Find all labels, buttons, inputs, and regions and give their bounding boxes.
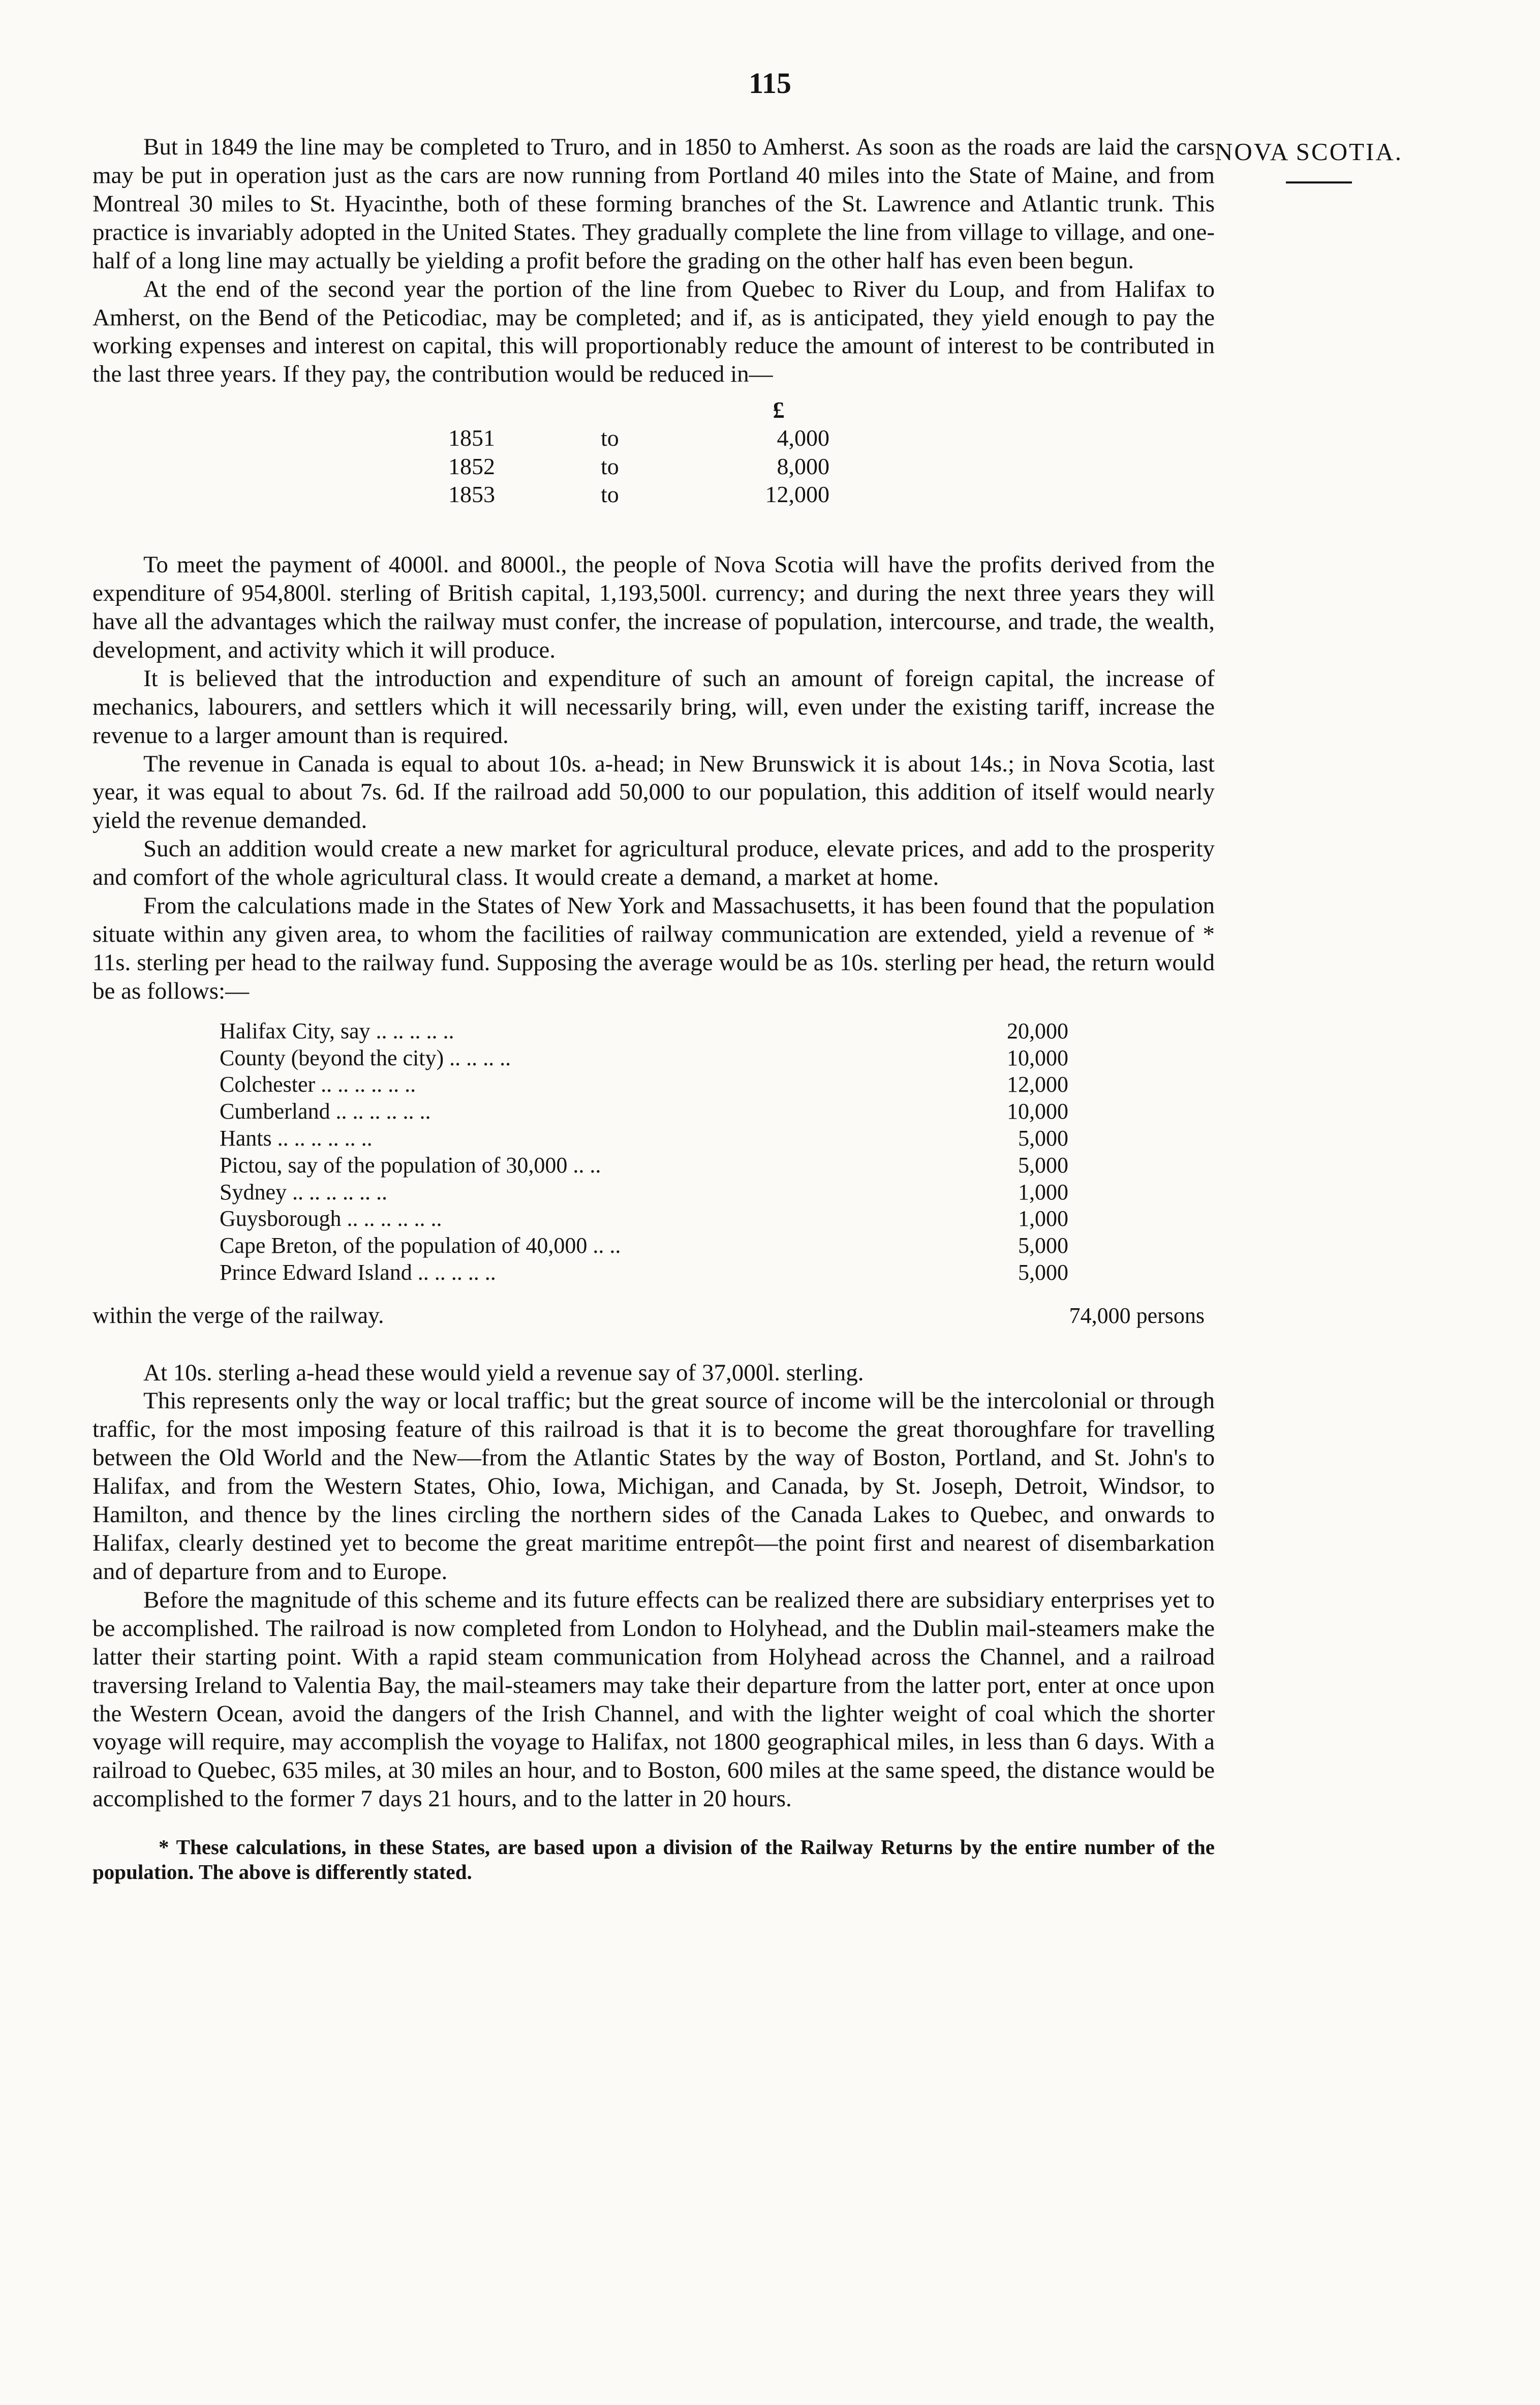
paragraph: Before the magnitude of this scheme and its future effects can be realized there are subsidiary enterprises yet to be accomplished. The railroad is now completed from London to Holyhead, and the Dublin mail-steamers make the latter their starting point. With a rapid steam communication from Holyhead across the Channel, and a railroad traversing Ireland to Valentia Bay, the mail-steamers may take their departure from the latter port, enter at once upon the Western Ocean, avoid the dangers of the Irish Channel, and with the lighter weight of coal which the shorter voyage will require, may accomplish the voyage to Halifax, not 1800 geographical miles, in less than 6 days. With a railroad to Quebec, 635 miles, at 30 miles an hour, and to Boston, 600 miles at the same speed, the distance would be accomplished to the former 7 days 21 hours, and to the latter in 20 hours.: [93, 1586, 1215, 1812]
page-body: [93, 133, 1215, 1906]
place-cell: Colchester .. .. .. .. .. ..: [220, 1072, 416, 1097]
margin-rule: [1286, 181, 1352, 183]
value-cell: 1,000: [1018, 1206, 1068, 1231]
value-cell: 10,000: [1007, 1099, 1068, 1124]
value-cell: 5,000: [1018, 1152, 1068, 1178]
to-cell: to: [601, 481, 619, 507]
paragraph: It is believed that the introduction and expenditure of such an amount of foreign capital, the increase of mechanics, labourers, and settlers which it will necessarily bring, will, even under the existing tariff, increase the revenue to a larger amount than is required.: [93, 665, 1215, 749]
paragraph: But in 1849 the line may be completed to Truro, and in 1850 to Amherst. As soon as the roads are laid the cars may be put in operation just as the cars are now running from Portland 40 miles into the State of Maine, and from Montreal 30 miles to St. Hyacinthe, both of these forming branches of the St. Lawrence and Atlantic trunk. This practice is invariably adopted in the United States. They gradually complete the line from village to village, and one-half of a long line may actually be yielding a profit before the grading on the other half has even been begun.: [93, 134, 1215, 274]
to-cell: to: [601, 425, 619, 451]
place-cell: Prince Edward Island .. .. .. .. ..: [220, 1259, 496, 1285]
place-cell: Cape Breton, of the population of 40,000 .. ..: [220, 1233, 621, 1258]
table-row: [220, 1045, 1068, 1072]
page-number: 115: [749, 67, 791, 100]
value-cell: 1,000: [1018, 1179, 1068, 1205]
contribution-table: [448, 396, 829, 508]
paragraph: From the calculations made in the States of New York and Massachusetts, it has been found that the population situate within any given area, to whom the facilities of railway communication are extended, yield a revenue of * 11s. sterling per head to the railway fund. Supposing the average would be as 10s. sterling per head, the return would be as follows:—: [93, 892, 1215, 1004]
table-row: [220, 1098, 1068, 1125]
table-row: [220, 1125, 1068, 1152]
table-row: [220, 1232, 1068, 1259]
table-row: [448, 424, 829, 452]
table-row: [448, 452, 829, 480]
verge-label: within the verge of the railway.: [93, 1302, 384, 1328]
place-cell: County (beyond the city) .. .. .. ..: [220, 1045, 511, 1070]
paragraph: To meet the payment of 4000l. and 8000l., the people of Nova Scotia will have the profits derived from the expenditure of 954,800l. sterling of British capital, 1,193,500l. currency; and during the next three years they will have all the advantages which the railway must confer, the increase of population, intercourse, and trade, the wealth, development, and activity which it will produce.: [93, 551, 1215, 663]
paragraph: This represents only the way or local traffic; but the great source of income will be the intercolonial or through traffic, for the most imposing feature of this railroad is that it is to become the great thoroughfare for travelling between the Old World and the New—from the Atlantic States by the way of Boston, Portland, and St. John's to Halifax, and from the Western States, Ohio, Iowa, Michigan, and Canada, by St. Joseph, Detroit, Windsor, to Hamilton, and thence by the lines circling the northern sides of the Canada Lakes to Quebec, and onwards to Halifax, clearly destined yet to become the great maritime entrepôt—the point first and nearest of disembarkation and of departure from and to Europe.: [93, 1388, 1215, 1585]
value-cell: 12,000: [1007, 1072, 1068, 1097]
table-row: [220, 1071, 1068, 1098]
amount-cell: 8,000: [777, 453, 829, 479]
footnote: * These calculations, in these States, are based upon a division of the Railway Returns by the entire number of the population. The above is differently stated.: [93, 1835, 1215, 1884]
value-cell: 20,000: [1007, 1018, 1068, 1043]
table-row: [220, 1179, 1068, 1206]
year-cell: 1852: [448, 453, 495, 479]
paragraph: At 10s. sterling a-head these would yield a revenue say of 37,000l. sterling.: [143, 1359, 864, 1386]
value-cell: 10,000: [1007, 1045, 1068, 1070]
place-cell: Halifax City, say .. .. .. .. ..: [220, 1018, 454, 1043]
year-cell: 1853: [448, 481, 495, 507]
table-row: [220, 1206, 1068, 1232]
place-cell: Sydney .. .. .. .. .. ..: [220, 1179, 387, 1205]
table-row: [220, 1018, 1068, 1045]
paragraph: Such an addition would create a new market for agricultural produce, elevate prices, and add to the prosperity and comfort of the whole agricultural class. It would create a demand, a market at home.: [93, 836, 1215, 891]
value-cell: 5,000: [1018, 1125, 1068, 1151]
value-cell: 5,000: [1018, 1259, 1068, 1285]
verge-total: 74,000 persons: [1069, 1303, 1205, 1328]
margin-heading: NOVA SCOTIA.: [1215, 138, 1403, 166]
paragraph: At the end of the second year the portion of the line from Quebec to River du Loup, and from Halifax to Amherst, on the Bend of the Peticodiac, may be completed; and if, as is anticipated, they yield enough to pay the working expenses and interest on capital, this will proportionably reduce the amount of interest to be contributed in the last three years. If they pay, the contribution would be reduced in—: [93, 275, 1215, 388]
table-row: [448, 480, 829, 508]
table-row: [220, 1152, 1068, 1179]
place-cell: Hants .. .. .. .. .. ..: [220, 1125, 373, 1151]
place-cell: Cumberland .. .. .. .. .. ..: [220, 1099, 431, 1124]
to-cell: to: [601, 453, 619, 479]
table-row: [220, 1259, 1068, 1286]
paragraph: The revenue in Canada is equal to about 10s. a-head; in New Brunswick it is about 14s.; in Nova Scotia, last year, it was equal to about 7s. 6d. If the railroad add 50,000 to our population, this addition of itself would nearly yield the revenue demanded.: [93, 750, 1215, 834]
value-cell: 5,000: [1018, 1233, 1068, 1258]
verge-row: [93, 1302, 1215, 1330]
place-cell: Guysborough .. .. .. .. .. ..: [220, 1206, 442, 1231]
year-cell: 1851: [448, 425, 495, 451]
population-table: [220, 1018, 1068, 1286]
currency-symbol: £: [773, 397, 785, 423]
amount-cell: 4,000: [777, 425, 829, 451]
amount-cell: 12,000: [765, 481, 829, 507]
place-cell: Pictou, say of the population of 30,000 .. ..: [220, 1152, 601, 1178]
